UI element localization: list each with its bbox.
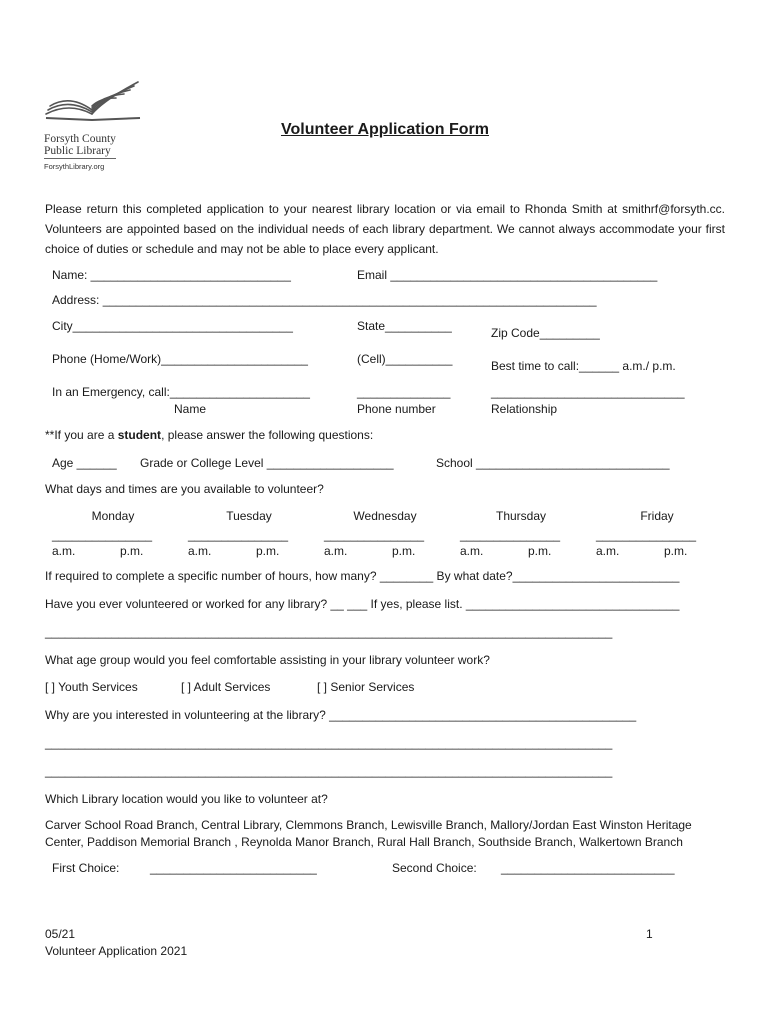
emergency-relationship-field[interactable]: _____________________________ [491,385,685,399]
branch-list-line-1: Carver School Road Branch, Central Library, Clemmons Branch, Lewisville Branch, Mallory/Jordan East Winston Heritage [45,818,692,832]
monday-am: a.m. [52,544,76,558]
tuesday-line[interactable]: _______________ [188,528,289,542]
wednesday-pm: p.m. [392,544,416,558]
first-choice-label: First Choice: [52,861,120,875]
second-choice-label: Second Choice: [392,861,477,875]
senior-services-checkbox[interactable]: [ ] Senior Services [317,680,415,694]
youth-services-checkbox[interactable]: [ ] Youth Services [45,680,138,694]
adult-services-checkbox[interactable]: [ ] Adult Services [181,680,271,694]
zip-field[interactable]: Zip Code_________ [491,326,600,340]
friday-pm: p.m. [664,544,688,558]
monday-pm: p.m. [120,544,144,558]
label-phone-number: Phone number [357,402,436,416]
library-experience-question[interactable]: Have you ever volunteered or worked for any library? __ ___ If yes, please list. ________________________________ [45,597,680,611]
availability-question: What days and times are you available to volunteer? [45,482,324,496]
monday-line[interactable]: _______________ [52,528,153,542]
library-experience-line[interactable]: _____________________________________________________________________________________ [45,625,613,639]
thursday-line[interactable]: _______________ [460,528,561,542]
thursday-am: a.m. [460,544,484,558]
wednesday-line[interactable]: _______________ [324,528,425,542]
emergency-phone-field[interactable]: ______________ [357,385,451,399]
school-field[interactable]: School _____________________________ [436,456,670,470]
day-thursday: Thursday [495,509,547,523]
age-group-question: What age group would you feel comfortable assisting in your library volunteer work? [45,653,490,667]
state-field[interactable]: State__________ [357,319,452,333]
name-field[interactable]: Name: ______________________________ [52,268,291,282]
footer-doc-name: Volunteer Application 2021 [45,944,188,958]
tuesday-pm: p.m. [256,544,280,558]
day-tuesday: Tuesday [226,509,272,523]
phone-field[interactable]: Phone (Home/Work)______________________ [52,352,308,366]
first-choice-field[interactable]: _________________________ [150,861,317,875]
tuesday-am: a.m. [188,544,212,558]
age-field[interactable]: Age ______ [52,456,117,470]
grade-field[interactable]: Grade or College Level ___________________ [140,456,394,470]
thursday-pm: p.m. [528,544,552,558]
location-question: Which Library location would you like to volunteer at? [45,792,328,806]
interest-line-2[interactable]: _____________________________________________________________________________________ [45,764,613,778]
day-monday: Monday [91,509,135,523]
page-number: 1 [646,927,653,941]
hours-question[interactable]: If required to complete a specific number of hours, how many? ________ By what date?_________________________ [45,569,680,583]
page-title: Volunteer Application Form [280,121,489,138]
logo-url: ForsythLibrary.org [44,162,105,171]
cell-field[interactable]: (Cell)__________ [357,352,453,366]
best-time-field[interactable]: Best time to call:______ a.m./ p.m. [491,359,676,373]
second-choice-field[interactable]: __________________________ [501,861,675,875]
interest-line-1[interactable]: _____________________________________________________________________________________ [45,736,613,750]
day-friday: Friday [640,509,674,523]
wednesday-am: a.m. [324,544,348,558]
day-wednesday: Wednesday [353,509,417,523]
footer [45,926,187,960]
footer-date: 05/21 [45,927,76,941]
label-relationship: Relationship [491,402,558,416]
interest-question[interactable]: Why are you interested in volunteering at the library? ______________________________________________ [45,708,637,722]
label-name: Name [174,402,207,416]
friday-am: a.m. [596,544,620,558]
intro-paragraph: Please return this completed application to your nearest library location or via email to Rhonda Smith at smithrf@forsyth.cc. Volunteers are appointed based on the individual needs of each library department. We cannot always accommodate your first choice of duties or schedule and may not be able to place every applicant. [45,202,725,256]
friday-line[interactable]: _______________ [596,528,697,542]
branch-list-line-2: Center, Paddison Memorial Branch , Reynolda Manor Branch, Rural Hall Branch, Southside Branch, Walkertown Branch [45,835,683,849]
emergency-contact-field[interactable]: In an Emergency, call:_____________________ [52,385,310,399]
city-field[interactable]: City_________________________________ [52,319,293,333]
logo-text: Forsyth County Public Library [44,133,116,157]
address-field[interactable]: Address: __________________________________________________________________________ [52,293,597,307]
logo-divider [44,158,116,159]
student-note: **If you are a student, please answer the following questions: [45,428,374,442]
email-field[interactable]: Email ________________________________________ [357,268,658,282]
